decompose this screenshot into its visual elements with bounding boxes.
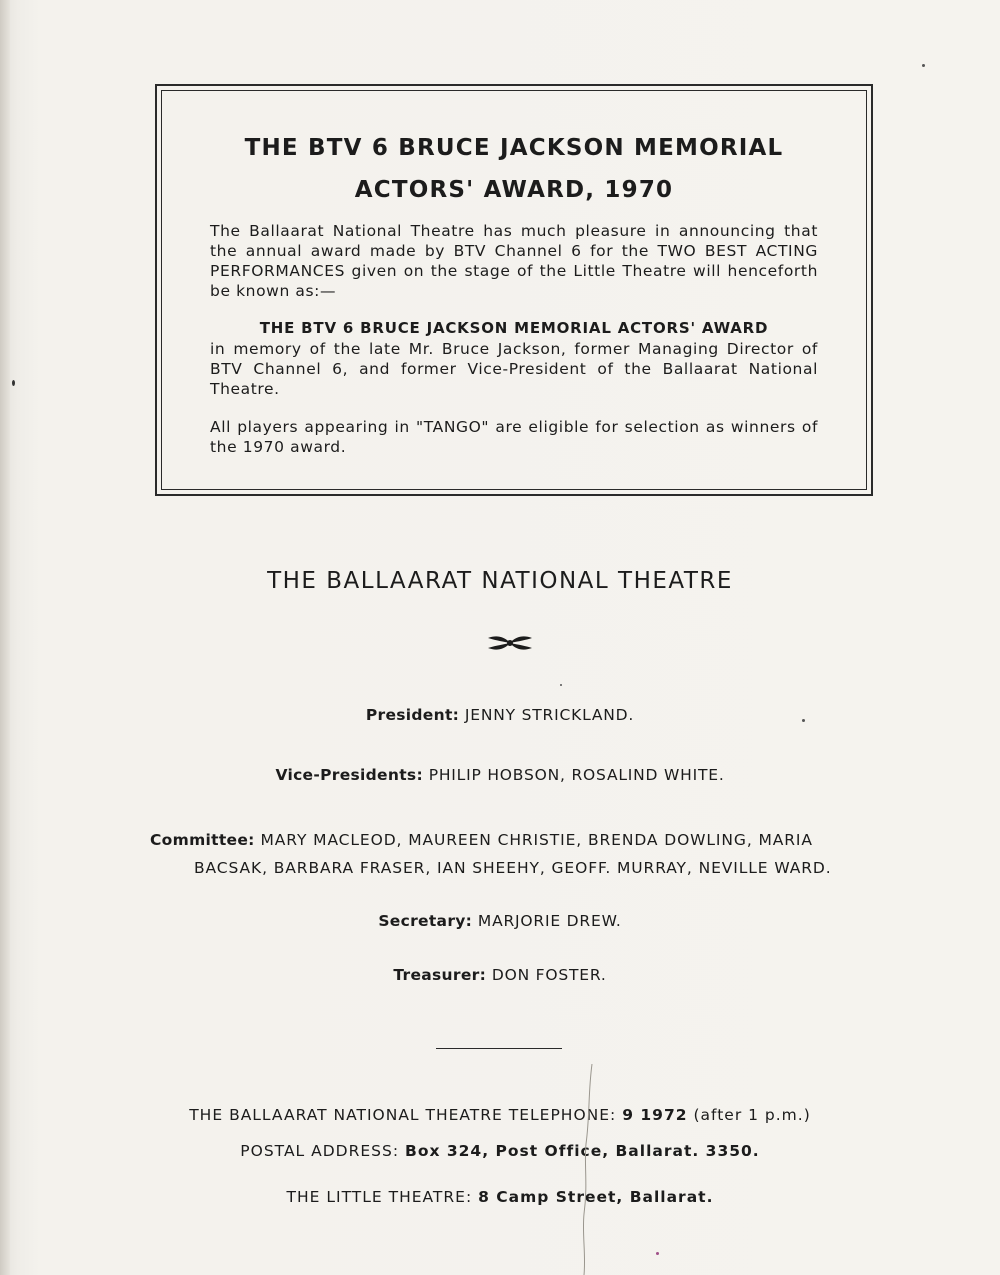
little-theatre-line: [0, 1188, 1000, 1206]
paper-speck: [12, 380, 15, 386]
vice-presidents-label: Vice-Presidents:: [275, 766, 423, 784]
award-announcement-inner-frame: [161, 90, 867, 490]
treasurer-label: Treasurer:: [393, 966, 487, 984]
committee-names-line-2: BACSAK, BARBARA FRASER, IAN SHEEHY, GEOFF. MURRAY, NEVILLE WARD.: [194, 859, 832, 877]
vice-presidents-line: [0, 766, 1000, 784]
paper-speck: [922, 64, 925, 67]
secretary-label: Secretary:: [378, 912, 473, 930]
award-announcement-paragraph: The Ballaarat National Theatre has much pleasure in announcing that the annual award made by BTV Channel 6 for the TWO BEST ACTING PERFORMANCES given on the stage of the Little Theatre will henceforth be known as:—: [210, 222, 818, 300]
president-line: [0, 706, 1000, 724]
award-title-line-2: ACTORS' AWARD, 1970: [354, 177, 674, 203]
paper-tear-line: [572, 1064, 602, 1275]
vice-presidents-names: PHILIP HOBSON, ROSALIND WHITE.: [428, 766, 725, 784]
postal-address-value: Box 324, Post Office, Ballarat. 3350.: [405, 1142, 760, 1160]
secretary-line: [0, 912, 1000, 930]
award-name-subtitle: THE BTV 6 BRUCE JACKSON MEMORIAL ACTORS' AWARD: [259, 319, 769, 337]
committee-names-line-1: MARY MACLEOD, MAUREEN CHRISTIE, BRENDA DOWLING, MARIA: [260, 831, 813, 849]
committee-label: Committee:: [150, 831, 255, 849]
postal-address-label: POSTAL ADDRESS:: [240, 1142, 400, 1160]
fleuron-ornament-icon: [486, 632, 534, 654]
telephone-line: [0, 1106, 1000, 1124]
postal-address-line: [0, 1142, 1000, 1160]
treasurer-line: [0, 966, 1000, 984]
section-divider: [436, 1048, 562, 1049]
telephone-number: 9 1972: [622, 1106, 688, 1124]
paper-speck: [656, 1252, 659, 1255]
award-title-line-1: THE BTV 6 BRUCE JACKSON MEMORIAL: [244, 135, 784, 161]
page-fold-shadow: [0, 0, 10, 1275]
telephone-label: THE BALLAARAT NATIONAL THEATRE TELEPHONE:: [189, 1106, 617, 1124]
treasurer-name: DON FOSTER.: [491, 966, 607, 984]
president-name: JENNY STRICKLAND.: [464, 706, 635, 724]
theatre-heading: THE BALLAARAT NATIONAL THEATRE: [267, 568, 733, 594]
little-theatre-address: 8 Camp Street, Ballarat.: [478, 1188, 714, 1206]
little-theatre-label: THE LITTLE THEATRE:: [286, 1188, 473, 1206]
paper-speck: [560, 684, 562, 686]
award-announcement-box: [155, 84, 873, 496]
telephone-note: (after 1 p.m.): [693, 1106, 811, 1124]
award-memorial-paragraph: in memory of the late Mr. Bruce Jackson, former Managing Director of BTV Channel 6, and former Vice-President of the Ballaarat National Theatre.: [210, 340, 818, 398]
secretary-name: MARJORIE DREW.: [477, 912, 622, 930]
committee-block: [150, 826, 870, 882]
paper-speck: [802, 719, 805, 722]
award-eligibility-paragraph: All players appearing in "TANGO" are eligible for selection as winners of the 1970 award.: [210, 418, 818, 456]
president-label: President:: [365, 706, 460, 724]
